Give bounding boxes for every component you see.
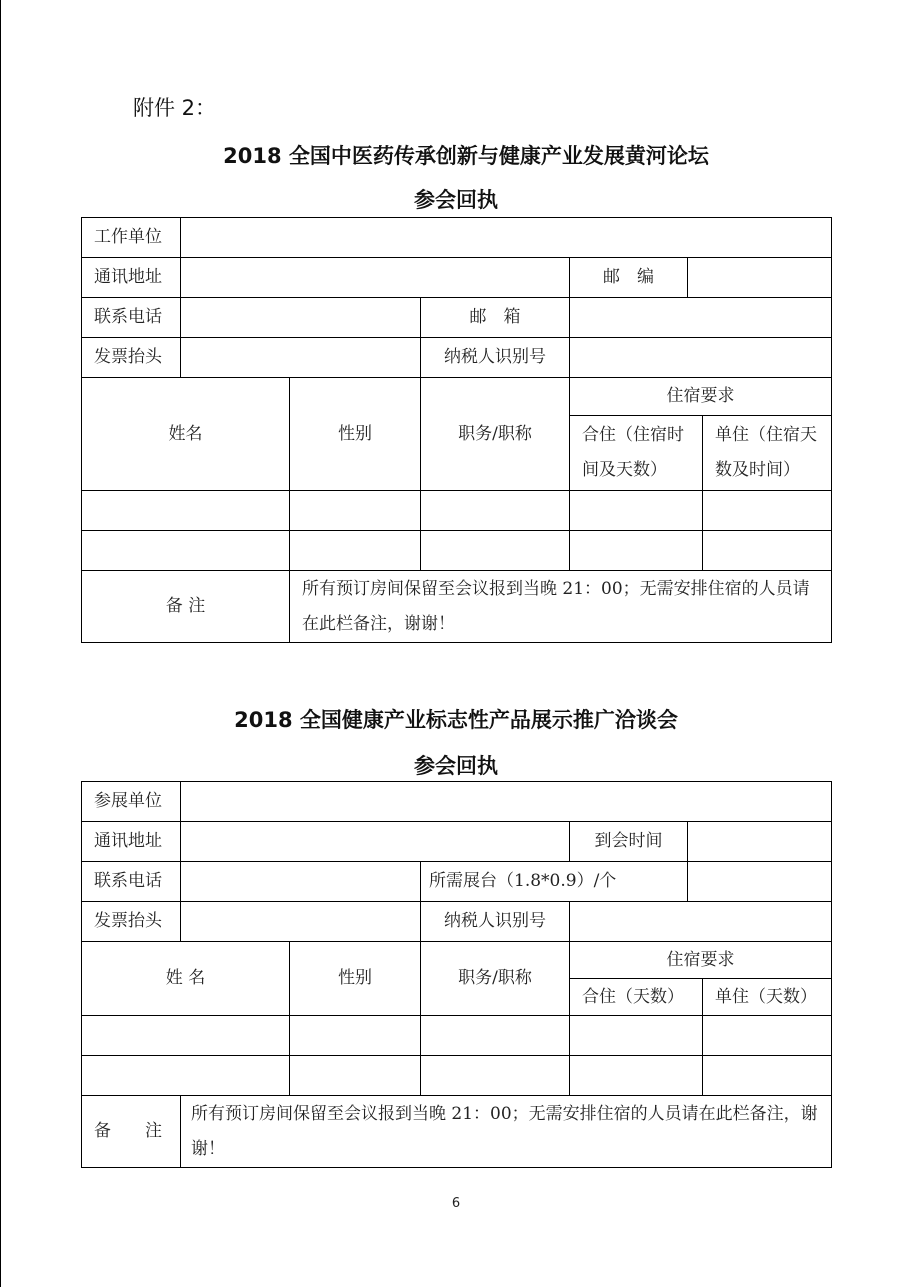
single-room-cell[interactable] <box>703 531 832 571</box>
gender-cell[interactable] <box>290 1056 421 1096</box>
attachment-label: 附件 2： <box>133 96 217 120</box>
invoice-label: 发票抬头 <box>82 338 181 378</box>
form1-row-work-unit <box>82 218 832 258</box>
postcode-label: 邮 编 <box>570 258 688 298</box>
shared-room-cell[interactable] <box>570 531 703 571</box>
table-row <box>82 1016 832 1056</box>
address-field[interactable] <box>181 822 570 862</box>
gender-cell[interactable] <box>290 1016 421 1056</box>
form1-table <box>81 217 832 643</box>
remarks-text: 所有预订房间保留至会议报到当晚 21：00；无需安排住宿的人员请在此栏备注，谢谢！ <box>181 1096 832 1168</box>
invoice-label: 发票抬头 <box>82 902 181 942</box>
page-number: 6 <box>451 1196 461 1211</box>
single-room-cell[interactable] <box>703 1056 832 1096</box>
phone-label: 联系电话 <box>82 862 181 902</box>
form1-row-phone <box>82 298 832 338</box>
position-header: 职务/职称 <box>421 378 570 491</box>
single-room-header: 单住（住宿天数及时间） <box>703 416 832 491</box>
name-cell[interactable] <box>82 1016 290 1056</box>
position-cell[interactable] <box>421 1056 570 1096</box>
form1-subtitle: 参会回执 <box>414 188 498 212</box>
booth-field[interactable] <box>688 862 832 902</box>
form1-row-invoice <box>82 338 832 378</box>
taxpayer-label: 纳税人识别号 <box>421 902 570 942</box>
remarks-label: 备 注 <box>82 1096 181 1168</box>
phone-field[interactable] <box>181 298 421 338</box>
position-cell[interactable] <box>421 531 570 571</box>
name-header: 姓 名 <box>82 942 290 1016</box>
table-row <box>82 1056 832 1096</box>
address-field[interactable] <box>181 258 570 298</box>
position-cell[interactable] <box>421 491 570 531</box>
phone-field[interactable] <box>181 862 421 902</box>
form2-title: 2018 全国健康产业标志性产品展示推广洽谈会 <box>234 708 678 732</box>
taxpayer-field[interactable] <box>570 902 832 942</box>
lodging-header: 住宿要求 <box>570 942 832 979</box>
shared-room-cell[interactable] <box>570 1056 703 1096</box>
form1-row-address <box>82 258 832 298</box>
work-unit-label: 工作单位 <box>82 218 181 258</box>
gender-cell[interactable] <box>290 531 421 571</box>
single-room-cell[interactable] <box>703 1016 832 1056</box>
postcode-field[interactable] <box>688 258 832 298</box>
single-room-header: 单住（天数） <box>703 979 832 1016</box>
form2-row-exhibitor <box>82 782 832 822</box>
table-row <box>82 531 832 571</box>
form1-header-row <box>82 378 832 416</box>
name-cell[interactable] <box>82 491 290 531</box>
taxpayer-label: 纳税人识别号 <box>421 338 570 378</box>
position-header: 职务/职称 <box>421 942 570 1016</box>
address-label: 通讯地址 <box>82 258 181 298</box>
phone-label: 联系电话 <box>82 298 181 338</box>
form2-subtitle: 参会回执 <box>414 754 498 778</box>
gender-cell[interactable] <box>290 491 421 531</box>
single-room-cell[interactable] <box>703 491 832 531</box>
table-row <box>82 491 832 531</box>
name-header: 姓名 <box>82 378 290 491</box>
address-label: 通讯地址 <box>82 822 181 862</box>
position-cell[interactable] <box>421 1016 570 1056</box>
invoice-field[interactable] <box>181 338 421 378</box>
gender-header: 性别 <box>290 942 421 1016</box>
name-cell[interactable] <box>82 1056 290 1096</box>
shared-room-header: 合住（天数） <box>570 979 703 1016</box>
arrival-time-label: 到会时间 <box>570 822 688 862</box>
shared-room-cell[interactable] <box>570 491 703 531</box>
name-cell[interactable] <box>82 531 290 571</box>
remarks-text: 所有预订房间保留至会议报到当晚 21：00；无需安排住宿的人员请在此栏备注，谢谢！ <box>290 571 832 643</box>
form1-remarks-row <box>82 571 832 643</box>
exhibitor-label: 参展单位 <box>82 782 181 822</box>
form2-header-row <box>82 942 832 979</box>
form2-remarks-row <box>82 1096 832 1168</box>
work-unit-field[interactable] <box>181 218 832 258</box>
shared-room-cell[interactable] <box>570 1016 703 1056</box>
form2-table <box>81 781 832 1168</box>
arrival-time-field[interactable] <box>688 822 832 862</box>
invoice-field[interactable] <box>181 902 421 942</box>
email-label: 邮 箱 <box>421 298 570 338</box>
taxpayer-field[interactable] <box>570 338 832 378</box>
email-field[interactable] <box>570 298 832 338</box>
form1-title: 2018 全国中医药传承创新与健康产业发展黄河论坛 <box>223 144 709 168</box>
remarks-label: 备 注 <box>82 571 290 643</box>
lodging-header: 住宿要求 <box>570 378 832 416</box>
shared-room-header: 合住（住宿时间及天数） <box>570 416 703 491</box>
form2-row-invoice <box>82 902 832 942</box>
form2-row-address <box>82 822 832 862</box>
gender-header: 性别 <box>290 378 421 491</box>
booth-label: 所需展台（1.8*0.9）/个 <box>421 862 688 902</box>
form2-row-phone <box>82 862 832 902</box>
exhibitor-field[interactable] <box>181 782 832 822</box>
